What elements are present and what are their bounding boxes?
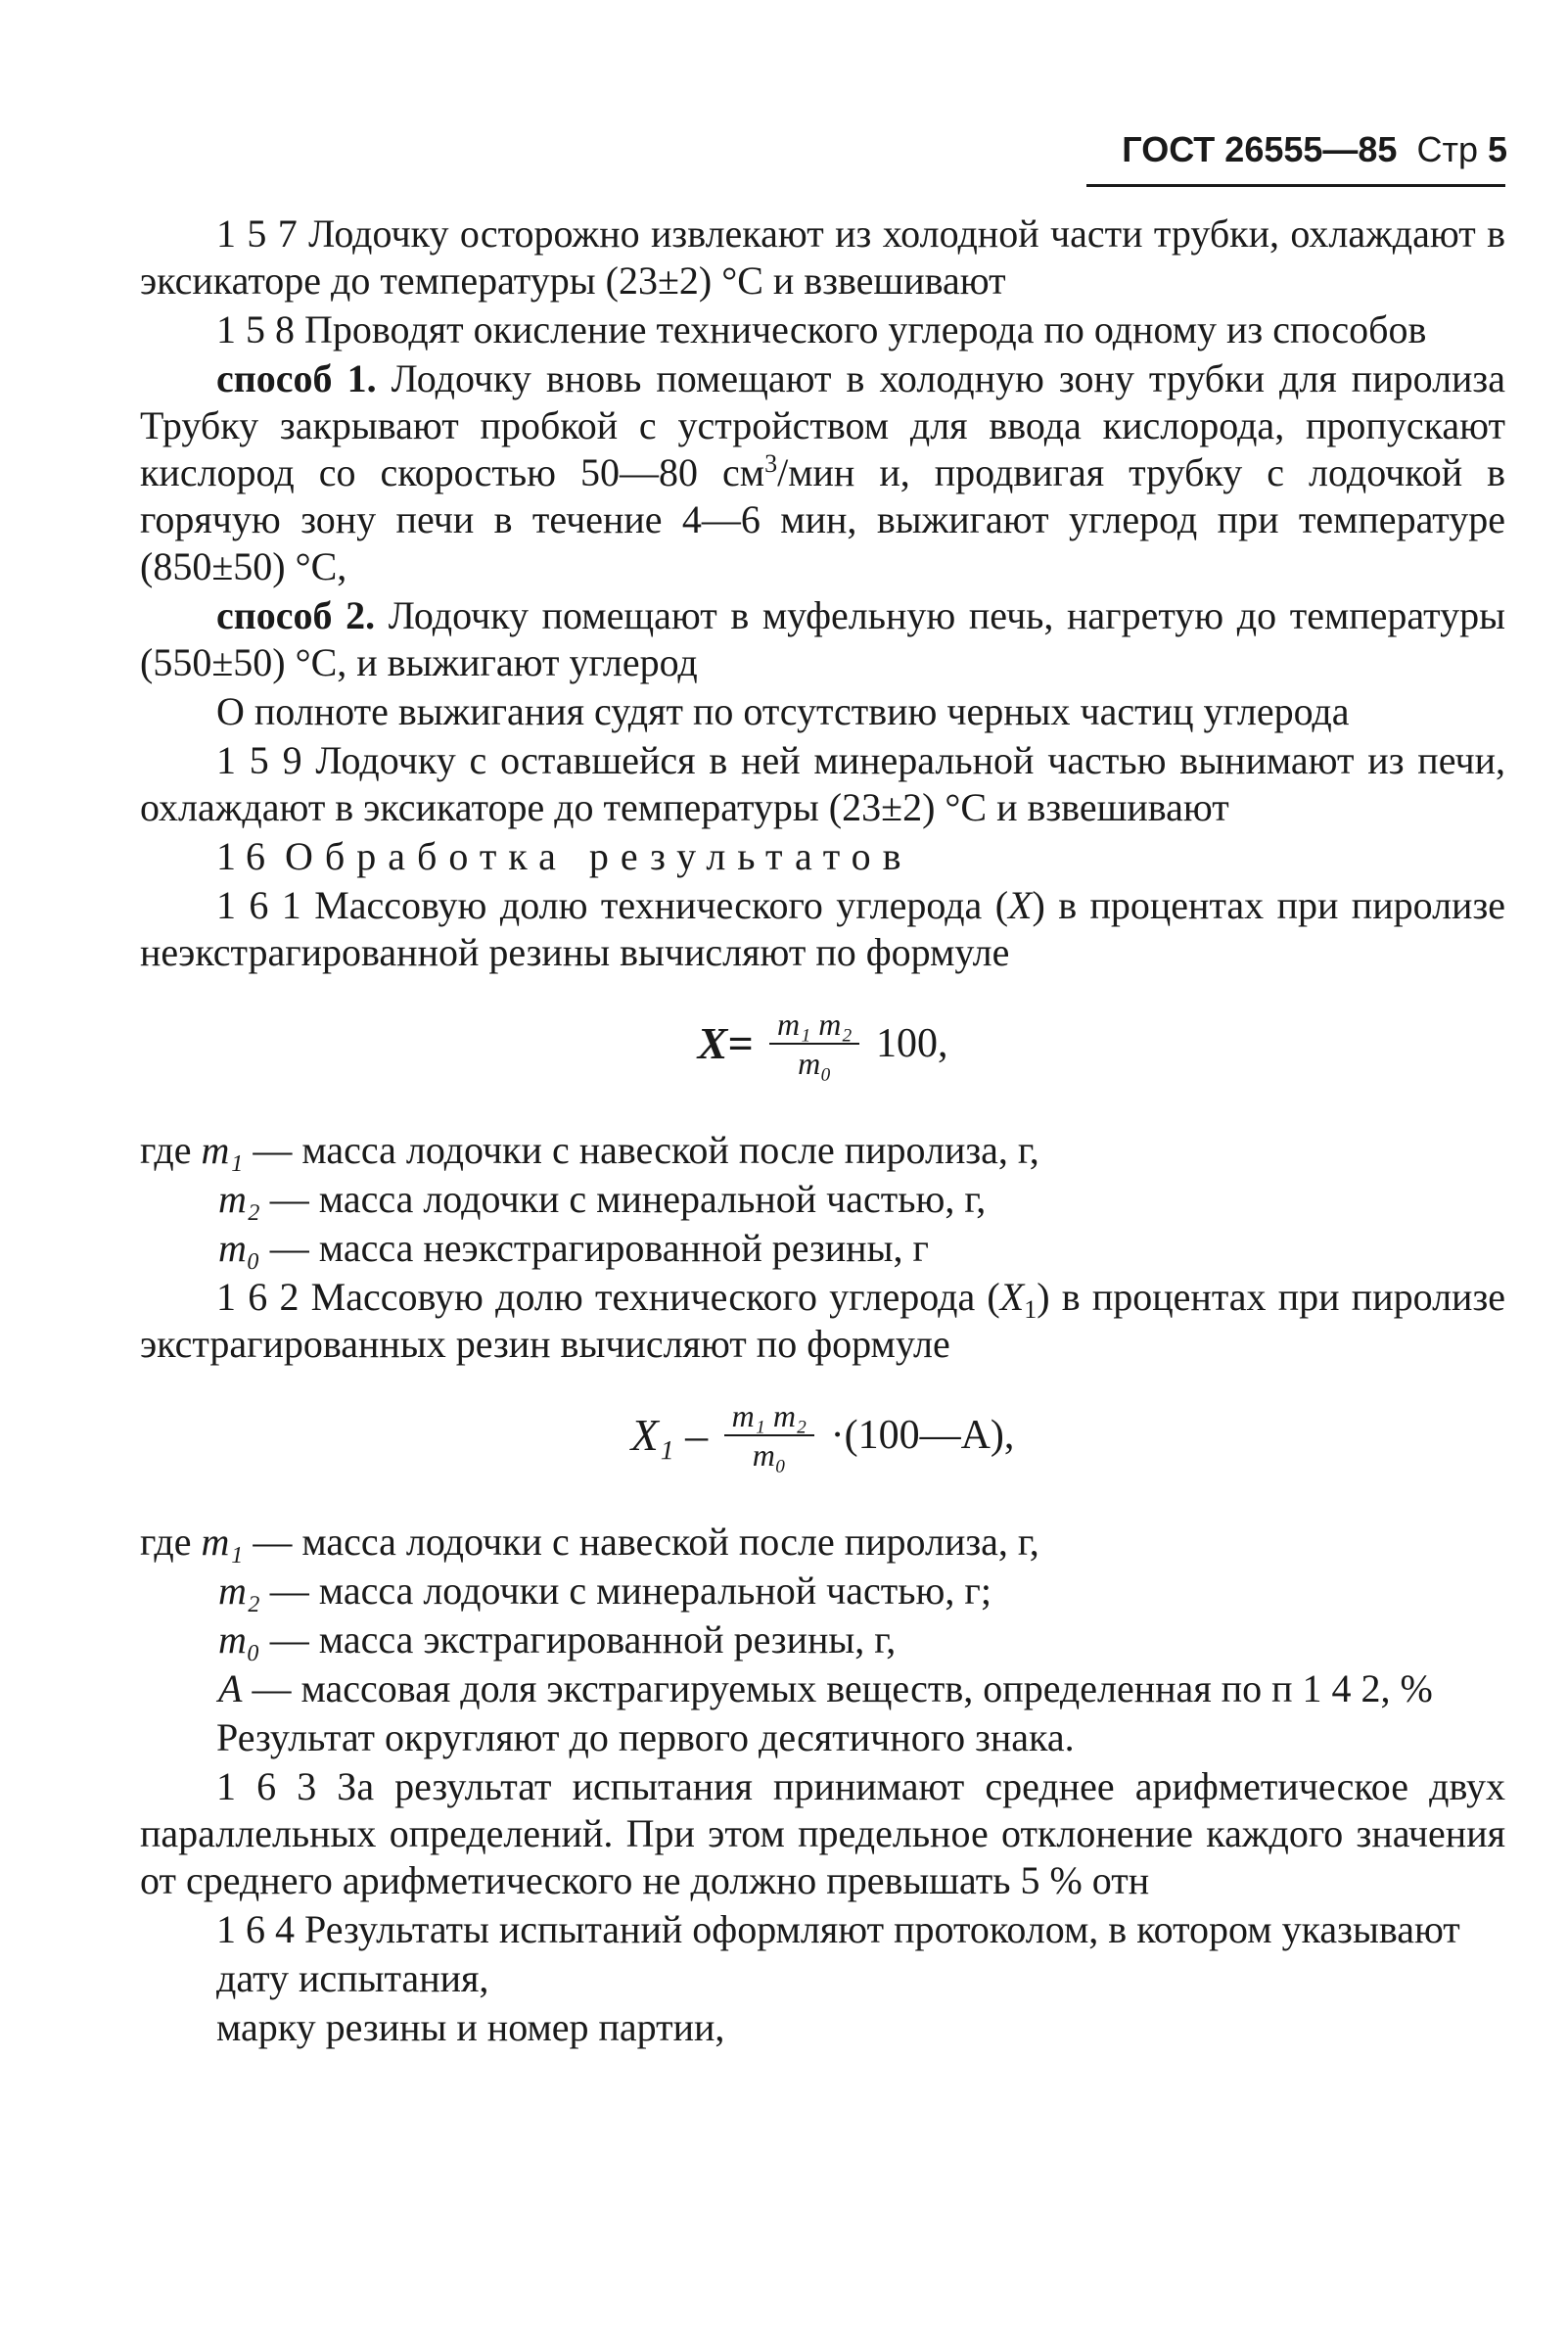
paragraph-1-6-2 bbox=[140, 1274, 1505, 1368]
p161-var: X bbox=[1008, 883, 1033, 927]
formula-2 bbox=[140, 1397, 1505, 1495]
paragraph-rounding: Результат округляют до первого десятичного знака. bbox=[216, 1715, 1075, 1759]
def-text: — масса лодочки с минеральной частью, г; bbox=[259, 1568, 992, 1613]
paragraph-1-5-7: 1 5 7 Лодочку осторожно извлекают из холодной части трубки, охлаждают в эксикаторе до температуры (23±2) °С и взвешивают bbox=[140, 211, 1505, 303]
paragraph-1-6-1 bbox=[140, 882, 1505, 976]
document-body bbox=[140, 211, 1505, 2053]
p162-pre: 1 6 2 Массовую долю технического углерода ( bbox=[216, 1275, 1000, 1319]
paragraph-method-2 bbox=[140, 592, 1505, 686]
method-2-text: Лодочку помещают в муфельную печь, нагретую до температуры (550±50) °С, и выжигают углерод bbox=[140, 593, 1505, 684]
list-item: марку резины и номер партии, bbox=[216, 2005, 725, 2049]
def-text: — масса лодочки с навеской после пиролиза, г, bbox=[243, 1520, 1039, 1564]
def-symbol: m₂ bbox=[218, 1568, 260, 1613]
def-lead: где bbox=[140, 1520, 202, 1564]
formula-2-numerator: m₁ m₂ bbox=[724, 1397, 814, 1436]
method-2-label: способ 2. bbox=[216, 593, 376, 637]
formula-1 bbox=[140, 1006, 1505, 1103]
def-symbol: m₁ bbox=[201, 1520, 244, 1564]
page-number: 5 bbox=[1487, 129, 1507, 169]
formula-1-denominator: m₀ bbox=[798, 1046, 832, 1081]
def-lead: где bbox=[140, 1128, 202, 1172]
list-item: дату испытания, bbox=[216, 1956, 489, 2000]
formula-2-denominator: m₀ bbox=[752, 1437, 786, 1473]
p162-sub: 1 bbox=[1024, 1295, 1038, 1324]
formula-2-rest: ·(100—A), bbox=[830, 1413, 1015, 1458]
section-number: 1 6 bbox=[216, 834, 265, 878]
definition-item bbox=[140, 1127, 1505, 1174]
def-text: — масса экстрагированной резины, г, bbox=[259, 1617, 897, 1661]
section-title: Обработка результатов bbox=[285, 834, 913, 878]
def-symbol: m₂ bbox=[218, 1177, 260, 1221]
formula-1-numerator: m₁ m₂ bbox=[769, 1006, 859, 1045]
formula-2-fraction bbox=[724, 1397, 814, 1474]
paragraph-1-6-3: 1 6 3 За результат испытания принимают среднее арифметическое двух параллельных определений. При этом предельное отклонение каждого значения от среднего арифметического не должно превышать 5 % отн bbox=[140, 1764, 1505, 1902]
p161-post: ) в процентах при пиролизе неэкстрагированной резины вычисляют по формуле bbox=[140, 883, 1505, 974]
header-rule bbox=[1086, 184, 1505, 187]
def-text: — масса неэкстрагированной резины, г bbox=[259, 1226, 929, 1270]
method-1-text-a: Лодочку вновь помещают в холодную зону трубки для пиролиза Трубку закрывают пробкой с устройством для ввода кислорода, пропускают кислород со скоростью 50—80 см bbox=[140, 356, 1505, 494]
def-symbol: m₀ bbox=[218, 1226, 260, 1270]
page-label: Стр bbox=[1416, 129, 1478, 169]
def-symbol: m₀ bbox=[218, 1617, 260, 1661]
paragraph-completeness: О полноте выжигания судят по отсутствию черных частиц углерода bbox=[216, 689, 1350, 733]
def-text: — массовая доля экстрагируемых веществ, определенная по п 1 4 2, % bbox=[242, 1666, 1433, 1710]
definitions-1 bbox=[140, 1127, 1505, 1272]
page-header bbox=[1086, 129, 1507, 170]
def-text: — масса лодочки с навеской после пиролиза, г, bbox=[243, 1128, 1039, 1172]
p162-var: X bbox=[999, 1275, 1025, 1319]
p161-pre: 1 6 1 Массовую долю технического углерода ( bbox=[216, 883, 1009, 927]
formula-1-lhs: X= bbox=[697, 1018, 754, 1068]
definition-item bbox=[140, 1665, 1505, 1712]
def-text: — масса лодочки с минеральной частью, г, bbox=[259, 1177, 987, 1221]
paragraph-method-1 bbox=[140, 355, 1505, 590]
section-heading-1-6 bbox=[140, 833, 1505, 880]
formula-1-rest: 100, bbox=[875, 1021, 948, 1066]
doc-code: ГОСТ 26555—85 bbox=[1122, 129, 1398, 169]
formula-2-lhs: X₁ – bbox=[630, 1410, 709, 1460]
definition-item bbox=[140, 1568, 1505, 1615]
method-1-superscript: 3 bbox=[764, 449, 778, 478]
definition-item bbox=[140, 1176, 1505, 1223]
method-1-label: способ 1. bbox=[216, 356, 377, 400]
def-symbol: m₁ bbox=[201, 1128, 244, 1172]
paragraph-1-6-4: 1 6 4 Результаты испытаний оформляют протоколом, в котором указывают bbox=[216, 1907, 1460, 1951]
definition-item bbox=[140, 1225, 1505, 1272]
definition-item bbox=[140, 1519, 1505, 1566]
p162-post: ) в процентах при пиролизе экстрагированных резин вычисляют по формуле bbox=[140, 1275, 1506, 1366]
method-1-text-b: /мин и, продвигая трубку с лодочкой в горячую зону печи в течение 4—6 мин, выжигают углерод при температуре (850±50) °С, bbox=[140, 450, 1505, 588]
formula-1-fraction bbox=[769, 1006, 859, 1082]
definition-item bbox=[140, 1616, 1505, 1663]
def-symbol: A bbox=[218, 1666, 243, 1710]
paragraph-1-5-8: 1 5 8 Проводят окисление технического углерода по одному из способов bbox=[216, 307, 1427, 351]
paragraph-1-5-9: 1 5 9 Лодочку с оставшейся в ней минеральной частью вынимают из печи, охлаждают в эксикаторе до температуры (23±2) °С и взвешивают bbox=[140, 738, 1505, 829]
definitions-2 bbox=[140, 1519, 1505, 1712]
